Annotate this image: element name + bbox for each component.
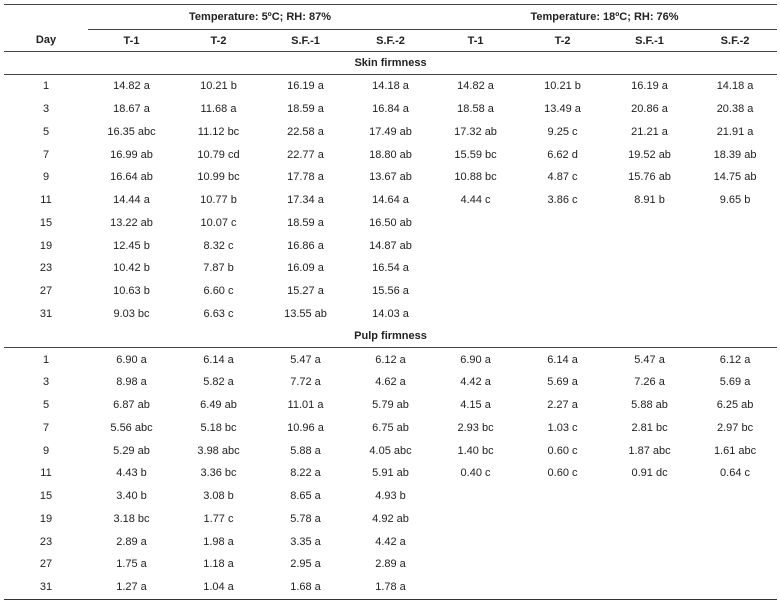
group-header-5c: Temperature: 5ºC; RH: 87% <box>88 5 432 30</box>
cell-t1-18c <box>432 234 519 257</box>
cell-t2-5c: 6.14 a <box>203 353 234 366</box>
cell-t1-5c: 2.89 a <box>116 535 147 548</box>
cell-t2-5c: 3.36 bc <box>200 467 237 480</box>
cell-t2-5c: 10.21 b <box>200 80 237 93</box>
column-header-sf1-5c: S.F.-1 <box>291 34 320 47</box>
cell-day: 11 <box>40 194 52 207</box>
table-row <box>4 257 777 280</box>
cell-t1-5c: 8.98 a <box>116 376 147 389</box>
cell-sf1-18c: 1.87 abc <box>628 444 671 457</box>
cell-t2-5c: 10.79 cd <box>197 148 240 161</box>
cell-sf2-18c: 5.69 a <box>719 376 751 389</box>
group-header-18c: Temperature: 18ºC; RH: 76% <box>432 5 777 30</box>
cell-sf2-18c: 21.91 a <box>716 125 754 138</box>
cell-sf2-18c <box>693 485 777 508</box>
cell-sf2-18c <box>693 280 777 303</box>
cell-sf2-5c: 16.54 a <box>372 262 409 275</box>
cell-t2-18c: 3.86 c <box>547 194 578 207</box>
cell-sf2-18c: 2.97 bc <box>716 421 754 434</box>
cell-t1-18c: 2.93 bc <box>457 421 494 434</box>
column-header-sf1-18c: S.F.-1 <box>635 34 664 47</box>
cell-sf2-5c: 18.80 ab <box>369 148 412 161</box>
cell-sf1-5c: 22.58 a <box>287 125 324 138</box>
cell-sf2-18c <box>693 576 777 599</box>
cell-sf2-5c: 6.12 a <box>375 353 406 366</box>
cell-t1-5c: 1.75 a <box>116 558 147 571</box>
cell-sf1-18c <box>606 212 693 235</box>
column-header-sf2-18c: S.F.-2 <box>720 34 750 47</box>
cell-t2-5c: 5.82 a <box>203 376 234 389</box>
cell-sf1-5c: 1.68 a <box>290 581 321 594</box>
cell-sf1-5c: 2.95 a <box>290 558 321 571</box>
cell-t1-5c: 16.35 abc <box>107 125 156 138</box>
cell-t1-5c: 16.64 ab <box>110 171 153 184</box>
cell-sf2-5c: 4.93 b <box>375 490 406 503</box>
cell-sf1-18c <box>606 576 693 599</box>
cell-t1-5c: 1.27 a <box>116 581 147 594</box>
cell-t1-18c <box>432 303 519 326</box>
cell-t2-5c: 10.77 b <box>200 194 237 207</box>
cell-sf1-5c: 5.78 a <box>290 512 321 525</box>
cell-sf1-5c: 17.78 a <box>287 171 324 184</box>
cell-t1-5c: 14.82 a <box>113 80 150 93</box>
cell-t2-5c: 11.68 a <box>200 103 237 116</box>
cell-sf1-18c: 8.91 b <box>634 194 665 207</box>
cell-sf2-18c: 14.18 a <box>716 80 754 93</box>
section-header-row <box>4 325 777 348</box>
cell-sf1-5c: 13.55 ab <box>284 307 327 320</box>
cell-t2-18c: 6.62 d <box>547 148 578 161</box>
cell-sf2-18c: 0.64 c <box>720 467 751 480</box>
cell-sf1-18c: 15.76 ab <box>628 171 671 184</box>
table-row <box>4 280 777 303</box>
table-row <box>4 166 777 189</box>
cell-sf1-18c <box>606 280 693 303</box>
cell-sf1-5c: 7.72 a <box>290 376 321 389</box>
cell-t2-5c: 6.60 c <box>203 285 234 298</box>
cell-sf2-5c: 2.89 a <box>375 558 406 571</box>
cell-t2-18c: 10.21 b <box>544 80 581 93</box>
cell-t2-18c <box>519 212 606 235</box>
cell-t1-18c <box>432 280 519 303</box>
cell-t2-18c: 1.03 c <box>547 421 578 434</box>
cell-t1-18c: 1.40 bc <box>457 444 494 457</box>
table-row <box>4 508 777 531</box>
cell-t1-18c: 10.88 bc <box>454 171 497 184</box>
cell-sf2-5c: 5.79 ab <box>372 399 409 412</box>
cell-sf2-5c: 6.75 ab <box>372 421 409 434</box>
cell-day: 27 <box>39 558 53 571</box>
cell-t2-18c: 0.60 c <box>547 444 578 457</box>
cell-day: 23 <box>39 535 53 548</box>
cell-t1-5c: 13.22 ab <box>110 216 153 229</box>
cell-t1-5c: 3.18 bc <box>113 512 150 525</box>
cell-sf2-18c <box>693 508 777 531</box>
cell-t1-18c: 6.90 a <box>460 353 491 366</box>
cell-day: 11 <box>40 467 52 480</box>
cell-t2-18c <box>519 257 606 280</box>
column-header-t2-18c: T-2 <box>554 34 571 47</box>
table-row <box>4 417 777 440</box>
cell-sf1-5c: 18.59 a <box>287 216 324 229</box>
cell-t1-18c <box>432 257 519 280</box>
cell-sf2-5c: 4.92 ab <box>372 512 409 525</box>
cell-sf1-18c: 16.19 a <box>631 80 668 93</box>
cell-day: 31 <box>39 581 53 594</box>
cell-day: 1 <box>42 80 50 93</box>
cell-t1-18c <box>432 553 519 576</box>
cell-sf2-5c: 1.78 a <box>375 581 406 594</box>
section-header-row <box>4 52 777 75</box>
cell-t2-5c: 5.18 bc <box>200 421 237 434</box>
cell-sf2-5c: 16.50 ab <box>369 216 412 229</box>
cell-day: 15 <box>39 490 53 503</box>
table-row <box>4 553 777 576</box>
cell-sf2-18c: 18.39 ab <box>713 148 757 161</box>
table-row <box>4 462 777 485</box>
cell-sf2-5c: 4.42 a <box>375 535 406 548</box>
cell-day: 7 <box>42 148 50 161</box>
cell-sf1-5c: 10.96 a <box>287 421 324 434</box>
table-row <box>4 121 777 144</box>
cell-sf1-5c: 3.35 a <box>290 535 321 548</box>
cell-sf2-18c: 1.61 abc <box>713 444 757 457</box>
cell-t2-5c: 1.77 c <box>203 512 234 525</box>
cell-sf1-18c: 21.21 a <box>631 125 668 138</box>
cell-t1-18c <box>432 508 519 531</box>
cell-t2-5c: 3.08 b <box>203 490 234 503</box>
section-title: Skin firmness <box>354 57 427 69</box>
cell-t2-18c <box>519 553 606 576</box>
cell-sf1-5c: 22.77 a <box>287 148 324 161</box>
table-row <box>4 98 777 121</box>
cell-t2-18c <box>519 530 606 553</box>
cell-t2-5c: 3.98 abc <box>197 444 240 457</box>
cell-day: 19 <box>39 239 53 252</box>
cell-sf2-18c: 20.38 a <box>716 103 754 116</box>
cell-day: 3 <box>42 103 50 116</box>
cell-day: 27 <box>39 285 53 298</box>
cell-t2-18c: 6.14 a <box>547 353 578 366</box>
cell-sf2-5c: 14.18 a <box>372 80 409 93</box>
cell-t1-18c <box>432 530 519 553</box>
cell-t1-18c: 4.15 a <box>460 399 491 412</box>
cell-sf1-18c <box>606 303 693 326</box>
cell-day: 9 <box>42 444 50 457</box>
cell-day: 3 <box>42 376 50 389</box>
cell-sf2-18c <box>693 212 777 235</box>
cell-sf1-18c <box>606 234 693 257</box>
cell-t1-5c: 12.45 b <box>113 239 150 252</box>
cell-sf2-5c: 14.64 a <box>372 194 409 207</box>
table-container <box>4 4 777 600</box>
cell-sf1-18c: 2.81 bc <box>631 421 668 434</box>
cell-t1-5c: 14.44 a <box>113 194 150 207</box>
cell-t1-18c <box>432 485 519 508</box>
cell-sf2-18c <box>693 553 777 576</box>
column-header-sf2-5c: S.F.-2 <box>376 34 405 47</box>
table-row <box>4 530 777 553</box>
cell-sf2-5c: 4.62 a <box>375 376 406 389</box>
header-spacer <box>4 5 88 30</box>
cell-t2-18c <box>519 508 606 531</box>
cell-sf1-18c: 20.86 a <box>631 103 668 116</box>
cell-t1-5c: 4.43 b <box>116 467 147 480</box>
cell-sf1-18c <box>606 508 693 531</box>
cell-t1-5c: 18.67 a <box>113 103 150 116</box>
cell-t1-18c <box>432 212 519 235</box>
cell-day: 15 <box>39 216 53 229</box>
table-row <box>4 234 777 257</box>
cell-t2-18c <box>519 485 606 508</box>
cell-t2-18c: 0.60 c <box>547 467 578 480</box>
cell-sf2-18c <box>693 234 777 257</box>
cell-sf2-18c <box>693 303 777 326</box>
cell-t1-5c: 10.42 b <box>113 262 150 275</box>
column-header-day: Day <box>35 34 57 47</box>
table-row <box>4 143 777 166</box>
cell-t1-5c: 9.03 bc <box>113 307 150 320</box>
firmness-table <box>4 4 777 600</box>
cell-t2-5c: 6.49 ab <box>200 399 237 412</box>
cell-t2-5c: 1.18 a <box>203 558 234 571</box>
cell-t2-18c: 9.25 c <box>547 125 578 138</box>
cell-t2-18c <box>519 303 606 326</box>
cell-sf1-5c: 8.65 a <box>290 490 321 503</box>
cell-t2-5c: 10.07 c <box>200 216 237 229</box>
cell-sf1-18c: 5.47 a <box>634 353 665 366</box>
cell-sf1-18c <box>606 257 693 280</box>
cell-sf2-18c <box>693 530 777 553</box>
cell-day: 19 <box>39 512 53 525</box>
cell-sf2-18c: 6.12 a <box>719 353 751 366</box>
table-row <box>4 189 777 212</box>
cell-sf2-18c <box>693 257 777 280</box>
cell-sf1-5c: 8.22 a <box>290 467 321 480</box>
cell-t2-18c <box>519 280 606 303</box>
cell-t1-5c: 16.99 ab <box>110 148 153 161</box>
cell-sf1-5c: 16.86 a <box>287 239 324 252</box>
cell-sf1-5c: 16.19 a <box>287 80 324 93</box>
cell-sf2-5c: 5.91 ab <box>372 467 409 480</box>
cell-day: 5 <box>42 399 50 412</box>
cell-t1-18c: 14.82 a <box>457 80 494 93</box>
cell-t2-18c: 4.87 c <box>547 171 578 184</box>
column-header-t1-18c: T-1 <box>467 34 484 47</box>
table-row <box>4 576 777 599</box>
cell-t1-5c: 6.87 ab <box>113 399 150 412</box>
table-row <box>4 348 777 371</box>
cell-sf2-5c: 15.56 a <box>372 285 409 298</box>
table-row <box>4 485 777 508</box>
cell-sf1-5c: 11.01 a <box>287 399 324 412</box>
table-row <box>4 75 777 98</box>
cell-sf1-5c: 5.47 a <box>290 353 321 366</box>
cell-t2-5c: 7.87 b <box>203 262 234 275</box>
cell-sf1-5c: 18.59 a <box>287 103 324 116</box>
cell-t1-18c <box>432 576 519 599</box>
column-header-t1-5c: T-1 <box>123 34 140 47</box>
cell-day: 31 <box>39 307 53 320</box>
cell-t2-5c: 8.32 c <box>203 239 234 252</box>
cell-sf1-5c: 15.27 a <box>287 285 324 298</box>
cell-t1-18c: 17.32 ab <box>454 125 497 138</box>
table-row <box>4 303 777 326</box>
table-row <box>4 371 777 394</box>
cell-sf1-18c: 19.52 ab <box>628 148 671 161</box>
cell-sf2-5c: 17.49 ab <box>369 125 412 138</box>
cell-sf2-18c: 9.65 b <box>719 194 751 207</box>
cell-t1-5c: 10.63 b <box>113 285 150 298</box>
table-row <box>4 439 777 462</box>
cell-t1-5c: 3.40 b <box>116 490 147 503</box>
cell-t1-5c: 5.56 abc <box>110 421 153 434</box>
cell-t2-18c: 2.27 a <box>547 399 578 412</box>
cell-day: 1 <box>42 353 50 366</box>
column-header-t2-5c: T-2 <box>210 34 227 47</box>
cell-sf1-5c: 17.34 a <box>287 194 324 207</box>
cell-t1-18c: 15.59 bc <box>454 148 497 161</box>
table-row <box>4 212 777 235</box>
cell-sf2-5c: 4.05 abc <box>369 444 412 457</box>
table-row <box>4 394 777 417</box>
cell-sf1-5c: 16.09 a <box>287 262 324 275</box>
cell-sf2-5c: 13.67 ab <box>369 171 412 184</box>
cell-sf2-18c: 14.75 ab <box>713 171 757 184</box>
cell-day: 7 <box>42 421 50 434</box>
cell-sf1-18c: 5.88 ab <box>631 399 668 412</box>
cell-t2-18c <box>519 576 606 599</box>
cell-day: 23 <box>39 262 53 275</box>
cell-day: 5 <box>42 125 50 138</box>
cell-sf1-18c <box>606 530 693 553</box>
cell-t1-18c: 4.42 a <box>460 376 491 389</box>
cell-day: 9 <box>42 171 50 184</box>
cell-sf2-5c: 16.84 a <box>372 103 409 116</box>
cell-sf1-18c <box>606 553 693 576</box>
cell-t2-18c: 13.49 a <box>544 103 581 116</box>
cell-sf1-18c <box>606 485 693 508</box>
cell-sf2-18c: 6.25 ab <box>716 399 754 412</box>
cell-t1-5c: 6.90 a <box>116 353 147 366</box>
cell-sf2-5c: 14.03 a <box>372 307 409 320</box>
cell-sf1-5c: 5.88 a <box>290 444 321 457</box>
cell-t2-5c: 6.63 c <box>203 307 234 320</box>
cell-t2-18c <box>519 234 606 257</box>
cell-sf2-5c: 14.87 ab <box>369 239 412 252</box>
cell-t1-18c: 4.44 c <box>460 194 491 207</box>
cell-t2-5c: 1.04 a <box>203 581 234 594</box>
cell-t2-18c: 5.69 a <box>547 376 578 389</box>
cell-t2-5c: 1.98 a <box>203 535 234 548</box>
cell-t1-18c: 0.40 c <box>460 467 491 480</box>
cell-t1-18c: 18.58 a <box>457 103 494 116</box>
cell-sf1-18c: 7.26 a <box>634 376 665 389</box>
cell-sf1-18c: 0.91 dc <box>631 467 668 480</box>
section-title: Pulp firmness <box>354 330 427 343</box>
cell-t2-5c: 11.12 bc <box>197 125 240 138</box>
cell-t1-5c: 5.29 ab <box>113 444 150 457</box>
cell-t2-5c: 10.99 bc <box>197 171 240 184</box>
